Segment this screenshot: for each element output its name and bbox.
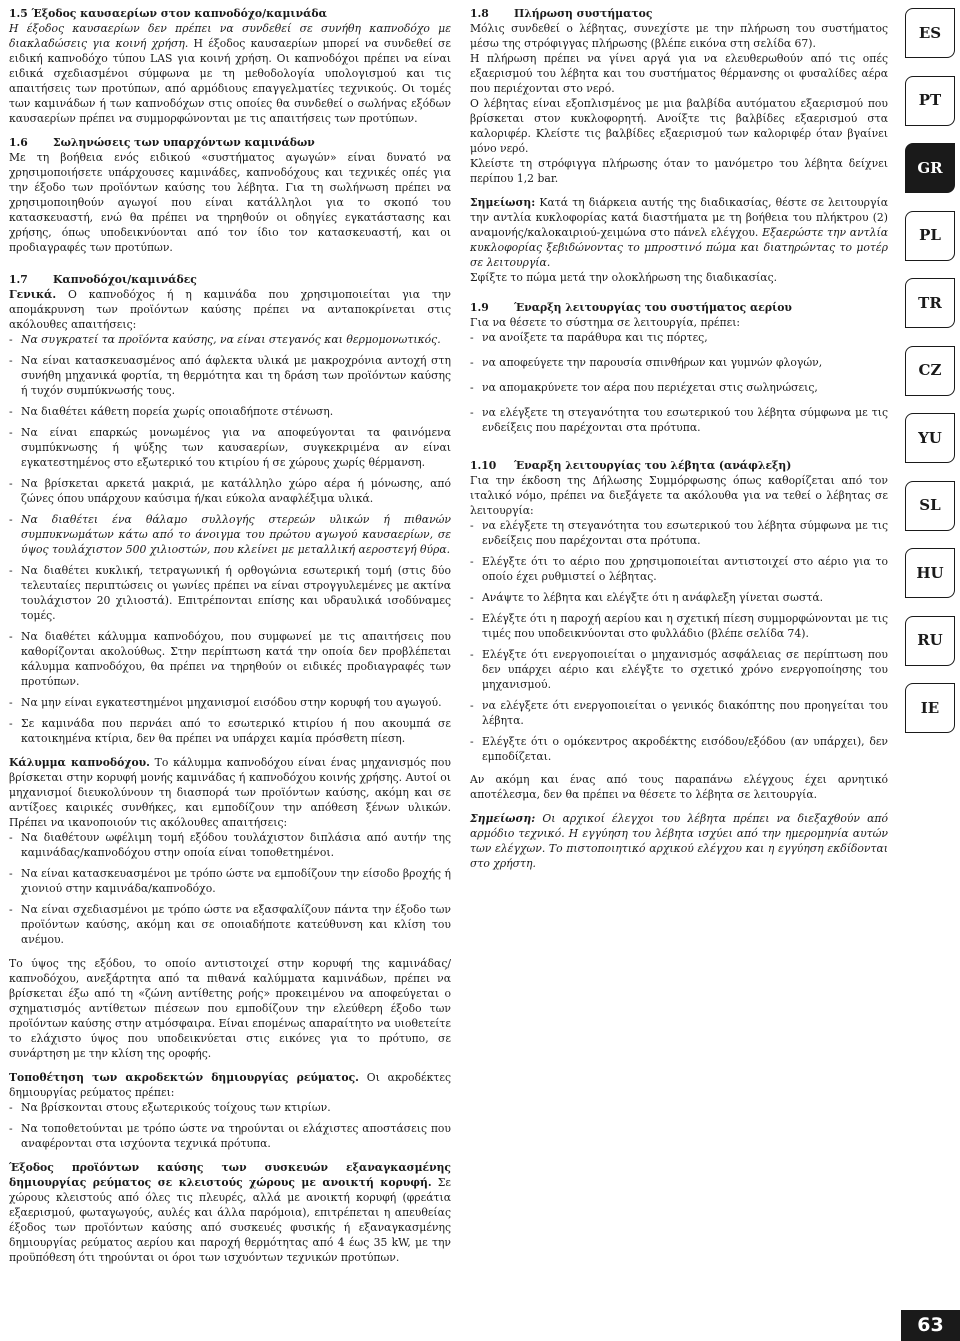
language-tab-pt[interactable]: PT — [905, 76, 955, 126]
dash: - — [470, 699, 474, 712]
section-1-5-body: Η έξοδος καυσαερίων μπορεί να συνδεθεί σε ειδική καπνοδόχο τύπου LAS για κοινή χρήση. Οι καπνοδόχοι πρέπει να είναι ειδικά σχεδιασμένοι σύμφωνα με τη μεθοδολογία υπολογισμού και τις απαιτήσεις των προτύπων, από αρμόδιους επαγγελματίες τεχνικούς. Οι τομές των καμινάδων ή των καπνοδόχων στις οποίες θα συνδεθεί ο σωλήνας εξόδων καυσαερίων πρέπει να συμμορφώνονται με τις απαιτήσεις των προτύπων. — [9, 37, 451, 125]
note-label: Σημείωση: — [470, 196, 536, 209]
section-title: Έναρξη λειτουργίας του συστήματος αερίου — [514, 301, 792, 314]
section-1-6-text: Με τη βοήθεια ενός ειδικού «συστήματος αγωγών» είναι δυνατό να χρησιμοποιήσετε υπάρχουσες καμινάδες, καπνοδόχους και τεχνικές οπές για την έξοδο των προϊόντων καύσης του λέβητα. Για τη σωλήνωση πρέπει να χρησιμοποιηθούν αγωγοί που είναι κατάλληλοι για το σκοπό του κατασκευαστή, ενώ θα πρέπει να τηρηθούν οι οδηγίες εγκατάστασης και χρήσης, όπως υποδεικνύονται από τον ίδιο τον κατασκευαστή, και οι προδιαγραφές των προτύπων. — [9, 151, 451, 254]
dash: - — [9, 354, 13, 367]
section-title: Σωληνώσεις των υπαρχόντων καμινάδων — [53, 136, 315, 149]
dash: - — [9, 717, 13, 730]
language-tab-tr[interactable]: TR — [905, 278, 955, 328]
section-1-8-heading — [470, 6, 888, 21]
list-item — [9, 866, 451, 896]
dash: - — [9, 1122, 13, 1135]
forced-draught-text — [9, 1160, 451, 1265]
dash: - — [470, 331, 474, 344]
chimney-cap-section — [9, 755, 451, 947]
section-1-7-intro — [9, 287, 451, 332]
list-item — [9, 902, 451, 947]
note-text — [470, 195, 888, 270]
dash: - — [9, 333, 13, 346]
language-tab-es[interactable]: ES — [905, 8, 955, 58]
dash: - — [9, 1101, 13, 1114]
note-body: Οι αρχικοί έλεγχοι του λέβητα πρέπει να διεξαχθούν από αρμόδιο τεχνικό. Η εγγύηση του λέβητα ισχύει από την ημερομηνία αυτών των ελέγχων. Το πιστοποιητικό αρχικού ελέγχου και η εγγύηση εκδίδονται στο χρήστη. — [470, 812, 888, 870]
section-title: Πλήρωση συστήματος — [514, 7, 653, 20]
dash: - — [470, 381, 474, 394]
outro-text: Αν ακόμη και ένας από τους παραπάνω ελέγχους έχει αρνητικό αποτέλεσμα, δεν θα πρέπει να θέσετε το λέβητα σε λειτουργία. — [470, 773, 888, 801]
list-item — [470, 698, 888, 728]
paragraph: Η πλήρωση πρέπει να γίνει αργά για να ελευθερωθούν από τις οπές εξαερισμού του λέβητα και του συστήματος θέρμανσης οι φυσαλίδες αέρα που περιέχονται στο νερό. — [470, 52, 888, 95]
list-item — [9, 353, 451, 398]
list-item — [9, 425, 451, 470]
section-title: Καπνοδόχοι/καμινάδες — [53, 273, 197, 286]
list-item — [470, 590, 888, 605]
lead-term: Γενικά. — [9, 288, 57, 301]
language-tab-ru[interactable]: RU — [905, 616, 955, 666]
list-item-text: Να βρίσκεται αρκετά μακριά, με κατάλληλο χώρο αέρα ή μόνωσης, από ζώνες όπου υπάρχουν καύσιμα ή/και εύκολα αναφλέξιμα υλικά. — [21, 477, 451, 505]
dash: - — [9, 564, 13, 577]
list-item — [9, 332, 451, 347]
list-item-text: Να είναι επαρκώς μονωμένος για να αποφεύγονται τα φαινόμενα συμπύκνωσης ή ψύξης των καυσαερίων, συγκεκριμένα αν είναι εγκατεστημένος στο εξωτερικό του κτιρίου ή σε χώρους χωρίς θέρμανση. — [21, 426, 451, 469]
section-1-7 — [9, 272, 451, 746]
list-item-text: Ελέγξτε ότι ενεργοποιείται ο μηχανισμός ασφάλειας σε περίπτωση που δεν υπάρχει αέριο και ελέγξτε το σχετικό χρόνο ενεργοποίησης του μηχανισμού. — [482, 648, 888, 691]
dash: - — [9, 630, 13, 643]
forced-draught-section — [9, 1160, 451, 1265]
list-item-text: να ελέγξετε ότι ενεργοποιείται ο γενικός διακόπτης που προηγείται του λέβητα. — [482, 699, 888, 727]
list-item — [470, 380, 888, 395]
section-1-7-heading — [9, 272, 451, 287]
language-tab-pl[interactable]: PL — [905, 211, 955, 261]
section-number: 1.8 — [470, 7, 489, 20]
list-item — [9, 1100, 451, 1115]
list-item — [470, 518, 888, 548]
intro-text: Για να θέσετε το σύστημα σε λειτουργία, πρέπει: — [470, 316, 741, 329]
list-item-text: Να διαθέτει ένα θάλαμο συλλογής στερεών υλικών ή πιθανών συμπυκνωμάτων κάτω από το άνοιγμα του πρώτου αγωγού καυσαερίων, σε ύψος τουλάχιστον 500 χιλιοστών, που κλείνει με μεταλλική αεροστεγή θύρα. — [21, 513, 451, 556]
dash: - — [9, 696, 13, 709]
list-item — [9, 563, 451, 623]
section-number: 1.9 — [470, 301, 489, 314]
list-item-text: Να διαθέτει κάθετη πορεία χωρίς οποιαδήποτε στένωση. — [21, 405, 334, 418]
list-item — [9, 695, 451, 710]
dash: - — [9, 477, 13, 490]
final-note-text — [470, 811, 888, 871]
list-item-text: Να βρίσκονται στους εξωτερικούς τοίχους των κτιρίων. — [21, 1101, 331, 1114]
lead-term: Τοποθέτηση των ακροδεκτών δημιουργίας ρεύματος. — [9, 1071, 359, 1084]
list-item-text: Ελέγξτε ότι η παροχή αερίου και η σχετική πίεση συμμορφώνονται με τις τιμές που υποδεικνύονται στο φυλλάδιο (βλέπε σελίδα 74). — [482, 612, 888, 640]
section-1-6 — [9, 135, 451, 255]
list-item-text: Ελέγξτε ότι το αέριο που χρησιμοποιείται αντιστοιχεί στο αέριο για το οποίο έχει ρυθμιστεί ο λέβητας. — [482, 555, 888, 583]
list-item — [470, 611, 888, 641]
section-1-5-text — [9, 21, 451, 126]
dash: - — [470, 612, 474, 625]
paragraph: Κλείστε τη στρόφιγγα πλήρωσης όταν το μανόμετρο του λέβητα δείχνει περίπου 1,2 bar. — [470, 157, 888, 185]
language-tabs — [905, 8, 957, 751]
terminal-placement-section — [9, 1070, 451, 1151]
body-text: Σε χώρους κλειστούς από όλες τις πλευρές, αλλά με ανοικτή κορυφή (φρεάτια εξαερισμού, φωταγωγούς, αυλές και άλλα παρόμοια), επιτρέπεται η απευθείας έξοδος των προϊόντων καύσης από συσκευές φυσικής ή εξαναγκασμένης δημιουργίας ρεύματος αερίου και παροχή θερμότητας από 4 έως 35 kW, με την προϋπόθεση ότι τηρούνται οι όροι των ισχυόντων τεχνικών προτύπων. — [9, 1176, 451, 1264]
list-item-text: να αποφεύγετε την παρουσία σπινθήρων και γυμνών φλογών, — [482, 356, 823, 369]
intro-text: Για την έκδοση της Δήλωσης Συμμόρφωσης όπως καθορίζεται από τον ιταλικό νόμο, πρέπει να διεξάγετε τα ακόλουθα για να τεθεί ο λέβητας σε λειτουργία: — [470, 474, 888, 517]
paragraph: Ο λέβητας είναι εξοπλισμένος με μια βαλβίδα αυτόματου εξαερισμού που βρίσκεται στον κυκλοφορητή. Ανοίξτε τις βαλβίδες εξαερισμού στα καλοριφέρ. Κλείστε τις βαλβίδες εξαερισμού των καλοριφέρ όταν βγαίνει μόνο νερό. — [470, 97, 888, 155]
dash: - — [470, 648, 474, 661]
section-1-6-heading — [9, 135, 451, 150]
list-item-text: Να μην είναι εγκατεστημένοι μηχανισμοί εισόδου στην κορυφή του αγωγού. — [21, 696, 442, 709]
list-item-text: να ελέγξετε τη στεγανότητα του εσωτερικού του λέβητα σύμφωνα με τις ενδείξεις που παρέχονται στα πρότυπα. — [482, 406, 888, 434]
list-item-text: Σε καμινάδα που περνάει από το εσωτερικό κτιρίου ή που ακουμπά σε κατοικημένα κτίρια, δεν θα πρέπει να υπάρχει καμία πρόσθετη πίεση. — [21, 717, 451, 745]
filling-note — [470, 195, 888, 285]
language-tab-gr[interactable]: GR — [905, 143, 955, 193]
section-number: 1.6 — [9, 136, 28, 149]
dash: - — [470, 591, 474, 604]
list-item — [470, 647, 888, 692]
list-item-text: να ανοίξετε τα παράθυρα και τις πόρτες, — [482, 331, 708, 344]
dash: - — [470, 555, 474, 568]
note-body: Κατά τη διάρκεια αυτής της διαδικασίας, θέστε σε λειτουργία την αντλία κυκλοφορίας κατά διαστήματα με τη βοήθεια του πλήκτρου (2) αναμονής/καλοκαιριού-χειμώνα στο πάνελ ελέγχου. — [470, 196, 888, 239]
body-text: Το κάλυμμα καπνοδόχου είναι ένας μηχανισμός που βρίσκεται στην κορυφή μονής καμινάδας ή καπνοδόχου κοινής χρήσης. Αυτοί οι μηχανισμοί διευκολύνουν τη διασπορά των προϊόντων καύσης, ακόμη και σε αντίξοες καιρικές συνθήκες, και εμποδίζουν την απόθεση ξένων υλικών. Πρέπει να ικανοποιούν τις ακόλουθες απαιτήσεις: — [9, 756, 451, 829]
section-1-5 — [9, 6, 451, 126]
list-item — [9, 1121, 451, 1151]
list-item — [470, 734, 888, 764]
note-label: Σημείωση: — [470, 812, 536, 825]
right-column — [470, 6, 888, 880]
dash: - — [9, 513, 13, 526]
dash: - — [9, 405, 13, 418]
list-item-text: Να είναι κατασκευασμένος από άφλεκτα υλικά με μακροχρόνια αντοχή στη συνήθη μηχανικά φορτία, τη θερμότητα και τη δράση των προϊόντων καύσης ή τυχόν συμπύκνωσής τους. — [21, 354, 451, 397]
language-tab-sl[interactable]: SL — [905, 481, 955, 531]
section-1-10 — [470, 458, 888, 802]
list-item — [9, 476, 451, 506]
chimney-cap-text — [9, 755, 451, 830]
intro-text: Ο καπνοδόχος ή η καμινάδα που χρησιμοποιείται για την απομάκρυνση των προϊόντων καύσης πρέπει να ανταποκρίνεται στις ακόλουθες απαιτήσεις: — [9, 288, 451, 331]
list-item-text: Να διαθέτει κυκλική, τετραγωνική ή ορθογώνια εσωτερική τομή (στις δύο τελευταίες περιπτώσεις οι γωνίες πρέπει να είναι στρογγυλεμένες με ακτίνα τουλάχιστον 20 χιλιοστά). Επιτρέπονται επίσης και υδραυλικά ισοδύναμες τομές. — [21, 564, 451, 622]
language-tab-ie[interactable]: IE — [905, 683, 955, 733]
section-1-9 — [470, 300, 888, 435]
terminal-placement-text — [9, 1070, 451, 1100]
dash: - — [470, 735, 474, 748]
note-end: Σφίξτε το πώμα μετά την ολοκλήρωση της διαδικασίας. — [470, 271, 778, 284]
list-item-text: Να συγκρατεί τα προϊόντα καύσης, να είναι στεγανός και θερμομονωτικός. — [21, 333, 441, 346]
list-item-text: Να διαθέτει κάλυμμα καπνοδόχου, που συμφωνεί με τις απαιτήσεις που καθορίζονται ακολούθως. Στην περίπτωση κατά την οποία δεν προβλέπεται κάλυμμα καπνοδόχου, θα πρέπει να τηρηθούν οι ειδικές προδιαγραφές των προτύπων. — [21, 630, 451, 688]
language-tab-hu[interactable]: HU — [905, 548, 955, 598]
list-item — [9, 404, 451, 419]
outlet-height-text: Το ύψος της εξόδου, το οποίο αντιστοιχεί στην κορυφή της καμινάδας/καπνοδόχου, ανεξάρτητα από τα πιθανά καλύμματα καμινάδων, πρέπει να βρίσκεται έξω από τη «ζώνη αντίθετης ροής» προκειμένου να αποφεύγεται ο σχηματισμός αντίθετων πιέσεων που εμποδίζουν την ελεύθερη έξοδο των προϊόντων καύσης στην ατμόσφαιρα. Είναι επομένως απαραίτητο να υιοθετείτε το ελάχιστο ύψος που υποδεικνύεται στις εικόνες για το πρότυπο, σε συνάρτηση με την κλίση της οροφής. — [9, 957, 451, 1060]
list-item — [9, 629, 451, 689]
section-1-5-intro: Η έξοδος καυσαερίων δεν πρέπει να συνδεθεί σε συνήθη καπνοδόχο με διακλαδώσεις για κοινή χρήση. — [9, 22, 451, 50]
section-1-10-heading — [470, 458, 888, 473]
list-item — [470, 355, 888, 370]
dash: - — [470, 356, 474, 369]
page-number: 63 — [901, 1310, 960, 1341]
language-tab-yu[interactable]: YU — [905, 413, 955, 463]
paragraph: Μόλις συνδεθεί ο λέβητας, συνεχίστε με την πλήρωση του συστήματος μέσω της στρόφιγγας πλήρωσης (βλέπε εικόνα στη σελίδα 67). — [470, 22, 888, 50]
note-italic: Εξαερώστε την αντλία κυκλοφορίας ξεβιδώνοντας το μπροστινό πώμα και διατηρώντας το μοτέρ σε λειτουργία. — [470, 226, 888, 269]
list-item — [470, 405, 888, 435]
section-number: 1.7 — [9, 273, 28, 286]
section-1-8 — [470, 6, 888, 186]
list-item-text: Ανάψτε το λέβητα και ελέγξτε ότι η ανάφλεξη γίνεται σωστά. — [482, 591, 824, 604]
list-item-text: Να διαθέτουν ωφέλιμη τομή εξόδου τουλάχιστον διπλάσια από αυτήν της καμινάδας/καπνοδόχου στην οποία είναι τοποθετημένοι. — [21, 831, 451, 859]
dash: - — [9, 903, 13, 916]
language-tab-cz[interactable]: CZ — [905, 346, 955, 396]
lead-term: Κάλυμμα καπνοδόχου. — [9, 756, 150, 769]
section-1-5-title: 1.5 Έξοδος καυσαερίων στον καπνοδόχο/καμινάδα — [9, 7, 327, 20]
dash: - — [9, 831, 13, 844]
list-item-text: να ελέγξετε τη στεγανότητα του εσωτερικού του λέβητα σύμφωνα με τις ενδείξεις που παρέχονται στα πρότυπα. — [482, 519, 888, 547]
list-item — [9, 512, 451, 557]
left-column — [9, 6, 451, 1274]
list-item-text: Να είναι σχεδιασμένοι με τρόπο ώστε να εξασφαλίζουν πάντα την έξοδο των προϊόντων καύσης, ακόμη και σε οποιαδήποτε κατεύθυνση και κλίση του ανέμου. — [21, 903, 451, 946]
list-item-text: να απομακρύνετε τον αέρα που περιέχεται στις σωληνώσεις, — [482, 381, 818, 394]
dash: - — [9, 426, 13, 439]
list-item — [9, 716, 451, 746]
section-1-9-heading — [470, 300, 888, 315]
lead-term: Έξοδος προϊόντων καύσης των συσκευών εξαναγκασμένης δημιουργίας ρεύματος σε κλειστούς χώρους με ανοικτή κορυφή. — [9, 1161, 451, 1189]
list-item — [470, 554, 888, 584]
dash: - — [470, 519, 474, 532]
section-title: Έναρξη λειτουργίας του λέβητα (ανάφλεξη) — [514, 459, 792, 472]
outlet-height-section — [9, 956, 451, 1061]
list-item — [9, 830, 451, 860]
section-number: 1.10 — [470, 459, 497, 472]
list-item-text: Ελέγξτε ότι ο ομόκεντρος ακροδέκτης εισόδου/εξόδου (αν υπάρχει), δεν εμποδίζεται. — [482, 735, 888, 763]
body-text: Οι ακροδέκτες δημιουργίας ρεύματος πρέπει: — [9, 1071, 451, 1099]
list-item-text: Να είναι κατασκευασμένοι με τρόπο ώστε να εμποδίζουν την είσοδο βροχής ή χιονιού στην καμινάδα/καπνοδόχο. — [21, 867, 451, 895]
list-item-text: Να τοποθετούνται με τρόπο ώστε να τηρούνται οι ελάχιστες αποστάσεις που αναφέρονται στα ισχύοντα τεχνικά πρότυπα. — [21, 1122, 451, 1150]
dash: - — [9, 867, 13, 880]
list-item — [470, 330, 888, 345]
final-note — [470, 811, 888, 871]
dash: - — [470, 406, 474, 419]
